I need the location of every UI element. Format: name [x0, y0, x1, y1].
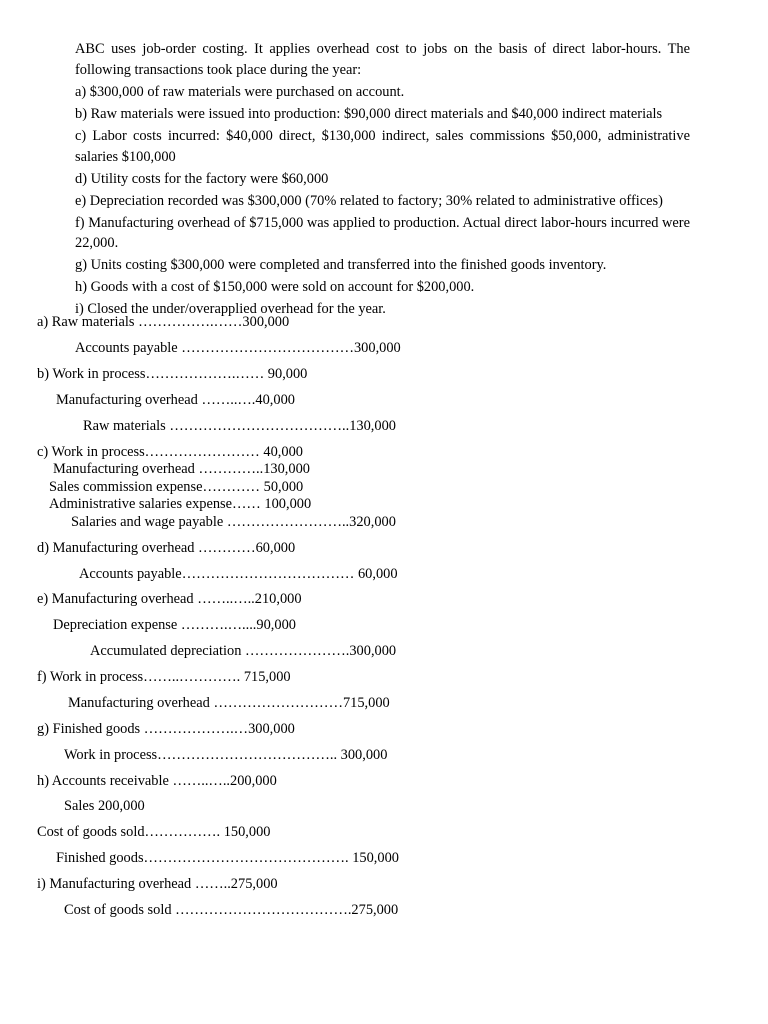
entry-i-debit: i) Manufacturing overhead ……..275,000 [37, 876, 278, 892]
problem-item-g: g) Units costing $300,000 were completed and transferred into the finished goods inventory. [75, 257, 607, 274]
entry-a-debit: a) Raw materials …………….……300,000 [37, 314, 290, 330]
entry-e-debit: e) Manufacturing overhead ……..…..210,000 [37, 591, 302, 607]
entry-c-credit: Salaries and wage payable ……………………..320,000 [71, 514, 396, 530]
problem-item-i: i) Closed the under/overapplied overhead for the year. [75, 301, 386, 318]
entry-c-debit-4: Administrative salaries expense…… 100,000 [49, 496, 312, 512]
entry-d-debit: d) Manufacturing overhead …………60,000 [37, 540, 296, 556]
entry-f-debit: f) Work in process……..…………. 715,000 [37, 669, 291, 685]
entry-b-credit: Raw materials ………………………………..130,000 [83, 418, 396, 434]
entry-i-credit: Cost of goods sold ……………………………….275,000 [64, 902, 399, 918]
entry-f-credit: Manufacturing overhead ………………………715,000 [68, 695, 390, 711]
problem-item-a: a) $300,000 of raw materials were purchased on account. [75, 83, 405, 100]
problem-statement [75, 39, 690, 320]
entry-h-debit-2: Cost of goods sold……………. 150,000 [37, 824, 271, 840]
entry-e-debit-2: Depreciation expense ……….…....90,000 [53, 617, 296, 633]
problem-item-c: c) Labor costs incurred: $40,000 direct, $130,000 indirect, sales commissions $50,000, administrative salaries $100,000 [75, 127, 690, 165]
entry-g-credit: Work in process……………………………….. 300,000 [64, 747, 388, 763]
entry-b-debit: b) Work in process……………….…… 90,000 [37, 366, 308, 382]
problem-item-h: h) Goods with a cost of $150,000 were sold on account for $200,000. [75, 279, 475, 296]
problem-item-b: b) Raw materials were issued into production: $90,000 direct materials and $40,000 indirect materials [75, 105, 663, 122]
entry-g-debit: g) Finished goods ……………….…300,000 [37, 721, 295, 737]
problem-intro: ABC uses job-order costing. It applies overhead cost to jobs on the basis of direct labor-hours. The following transactions took place during the year: [75, 41, 690, 78]
problem-item-d: d) Utility costs for the factory were $60,000 [75, 170, 329, 187]
entry-h-debit: h) Accounts receivable ……..…..200,000 [37, 773, 277, 789]
entry-c-debit-3: Sales commission expense………… 50,000 [49, 479, 304, 495]
entry-b-debit-2: Manufacturing overhead ……..….40,000 [56, 392, 295, 408]
entry-h-credit-2: Finished goods……………………………………. 150,000 [56, 850, 399, 866]
problem-item-f: f) Manufacturing overhead of $715,000 was applied to production. Actual direct labor-hours incurred were 22,000. [75, 214, 690, 252]
entry-e-credit: Accumulated depreciation ………………….300,000 [90, 643, 397, 659]
entry-h-credit: Sales 200,000 [64, 798, 145, 814]
entry-c-debit: c) Work in process…………………… 40,000 [37, 444, 303, 460]
problem-item-e: e) Depreciation recorded was $300,000 (70% related to factory; 30% related to administrative offices) [75, 192, 663, 209]
entry-a-credit: Accounts payable ………………………………300,000 [75, 340, 401, 356]
entry-c-debit-2: Manufacturing overhead …………..130,000 [53, 461, 310, 477]
entry-d-credit: Accounts payable……………………………… 60,000 [79, 566, 398, 582]
